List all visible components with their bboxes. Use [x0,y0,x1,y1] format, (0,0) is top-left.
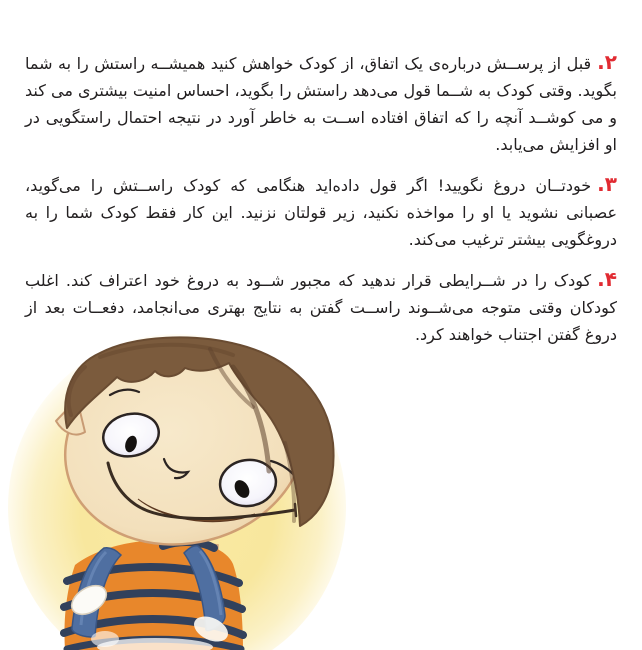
boy-illustration [5,333,355,650]
tip-item-2 [25,50,617,158]
tips-list [25,50,617,362]
shirt-fringe [91,631,119,647]
tip-text-4: کودک را در شــرایطی قرار ندهید که مجبور شــود به دروغ خود اعتراف کند. اغلب کودکان وقتی متوجه می‌شــوند راســت گفتن به نتایج بهتری می‌انجامد، دفعــات بعد از دروغ گفتن اجتناب خواهند کرد. [25,271,617,344]
tip-item-3 [25,172,617,253]
tip-text-2: قبل از پرســش درباره‌ی یک اتفاق، از کودک خواهش کنید همیشــه راستش را به شما بگوید. وقتی کودک به شــما قول می‌دهد راستش را بگوید، احساس امنیت بیشتری می کند و می کوشــد آنچه را که اتفاق افتاده اســت به خاطر آورد در نتیجه احتمال راستگویی در او افزایش می‌یابد. [25,54,617,154]
tip-number-3: ۳. [597,172,617,196]
boy-shirt [64,540,243,650]
tip-text-3: خودتــان دروغ نگویید! اگر قول داده‌اید هنگامی که کودک راســتش را می‌گوید، عصبانی نشوید یا او را مواخذه نکنید، زیر قولتان نزنید. این کار فقط کودک شما را به دروغگویی بیشتر ترغیب می‌کند. [25,176,617,249]
tip-number-4: ۴. [597,267,617,291]
tip-number-2: ۲. [597,50,617,74]
